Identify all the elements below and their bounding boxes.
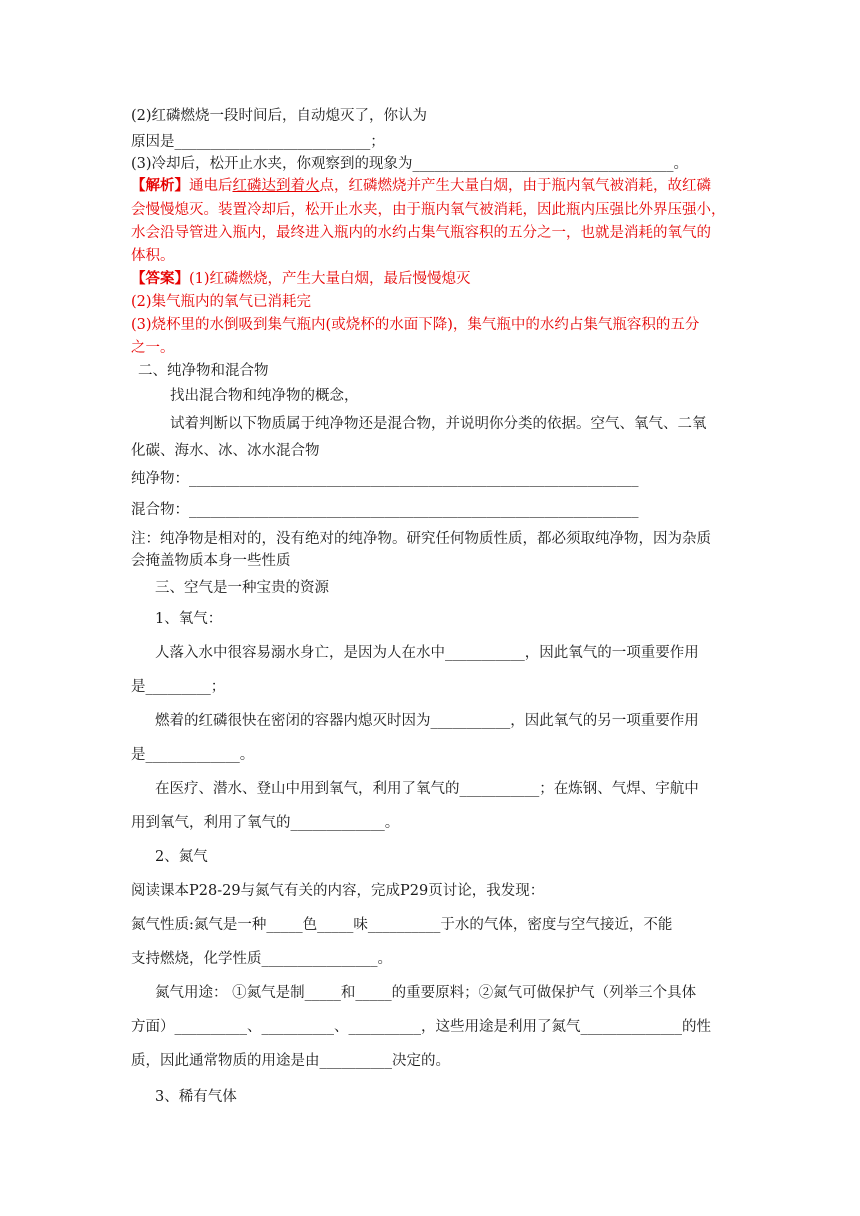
section-2-task-line2: 化碳、海水、冰、冰水混合物 bbox=[131, 443, 320, 459]
answer-line1: 【答案】(1)红磷燃烧，产生大量白烟，最后慢慢熄灭 bbox=[131, 270, 471, 287]
note-line1: 注：纯净物是相对的，没有绝对的纯净物。研究任何物质性质，都必须取纯净物，因为杂质 bbox=[131, 531, 711, 547]
pure-substance-blank: 纯净物：______________________________________________________________ bbox=[131, 471, 639, 487]
analysis-underlined: 红磷达到着火 bbox=[232, 178, 320, 194]
section-2-intro: 找出混合物和纯净物的概念， bbox=[170, 388, 359, 404]
question-2-line1: (2)红磷燃烧一段时间后，自动熄灭了，你认为 bbox=[131, 108, 428, 124]
nitrogen-use-line2: 方面）__________、__________、__________，这些用途是利用了氮气______________的性 bbox=[131, 1019, 711, 1035]
nitrogen-property-line1: 氮气性质:氮气是一种_____色_____味__________于水的气体，密度与空气接近，不能 bbox=[131, 917, 673, 933]
answer-line2: (2)集气瓶内的氧气已消耗完 bbox=[131, 294, 312, 310]
nitrogen-use-line3: 质，因此通常物质的用途是由__________决定的。 bbox=[131, 1053, 450, 1069]
mixture-blank: 混合物：______________________________________________________________ bbox=[131, 502, 639, 518]
question-3-line: (3)冷却后，松开止水夹，你观察到的现象为____________________________________。 bbox=[131, 156, 689, 172]
answer-line4: 之一。 bbox=[131, 340, 175, 356]
section-3-heading: 三、空气是一种宝贵的资源 bbox=[155, 580, 329, 596]
oxygen-q1-line1: 人落入水中很容易溺水身亡，是因为人在水中___________，因此氧气的一项重要作用 bbox=[155, 645, 699, 661]
oxygen-q2-line1: 燃着的红磷很快在密闭的容器内熄灭时因为___________，因此氧气的另一项重要作用 bbox=[155, 713, 699, 729]
nitrogen-property-line2: 支持燃烧，化学性质________________。 bbox=[131, 951, 392, 967]
answer-line3: (3)烧杯里的水倒吸到集气瓶内(或烧杯的水面下降)，集气瓶中的水约占集气瓶容积的五分 bbox=[131, 317, 700, 333]
analysis-line3: 水会沿导管进入瓶内，最终进入瓶内的水约占集气瓶容积的五分之一，也就是消耗的氧气的 bbox=[131, 225, 711, 241]
section-2-heading: 二、纯净物和混合物 bbox=[138, 363, 269, 379]
oxygen-heading: 1、氧气： bbox=[155, 611, 223, 627]
nitrogen-use-line1: 氮气用途： ①氮气是制_____和_____的重要原料；②氮气可做保护气（列举三个具体 bbox=[155, 985, 697, 1001]
oxygen-q1-line2: 是_________； bbox=[131, 679, 226, 695]
noble-gas-heading: 3、稀有气体 bbox=[155, 1089, 237, 1105]
analysis-line1: 【解析】通电后红磷达到着火点，红磷燃烧并产生大量白烟，由于瓶内氧气被消耗，故红磷 bbox=[131, 177, 711, 194]
analysis-line2: 会慢慢熄灭。装置冷却后，松开止水夹，由于瓶内氧气被消耗，因此瓶内压强比外界压强小， bbox=[131, 202, 726, 218]
oxygen-q3-line1: 在医疗、潜水、登山中用到氧气，利用了氧气的___________；在炼钢、气焊、宇航中 bbox=[155, 781, 699, 797]
oxygen-q2-line2: 是_____________。 bbox=[131, 747, 255, 763]
analysis-line4: 体积。 bbox=[131, 248, 175, 264]
nitrogen-heading: 2、氮气 bbox=[155, 849, 208, 865]
analysis-label: 【解析】 bbox=[131, 177, 189, 194]
question-2-line2: 原因是___________________________； bbox=[131, 134, 385, 150]
answer-label: 【答案】 bbox=[131, 270, 189, 287]
section-2-task-line1: 试着判断以下物质属于纯净物还是混合物，并说明你分类的依据。空气、氧气、二氧 bbox=[170, 416, 707, 432]
oxygen-q3-line2: 用到氧气，利用了氧气的_____________。 bbox=[131, 815, 400, 831]
nitrogen-reading: 阅读课本P28-29与氮气有关的内容，完成P29页讨论，我发现： bbox=[131, 883, 545, 899]
note-line2: 会掩盖物质本身一些性质 bbox=[131, 553, 291, 569]
